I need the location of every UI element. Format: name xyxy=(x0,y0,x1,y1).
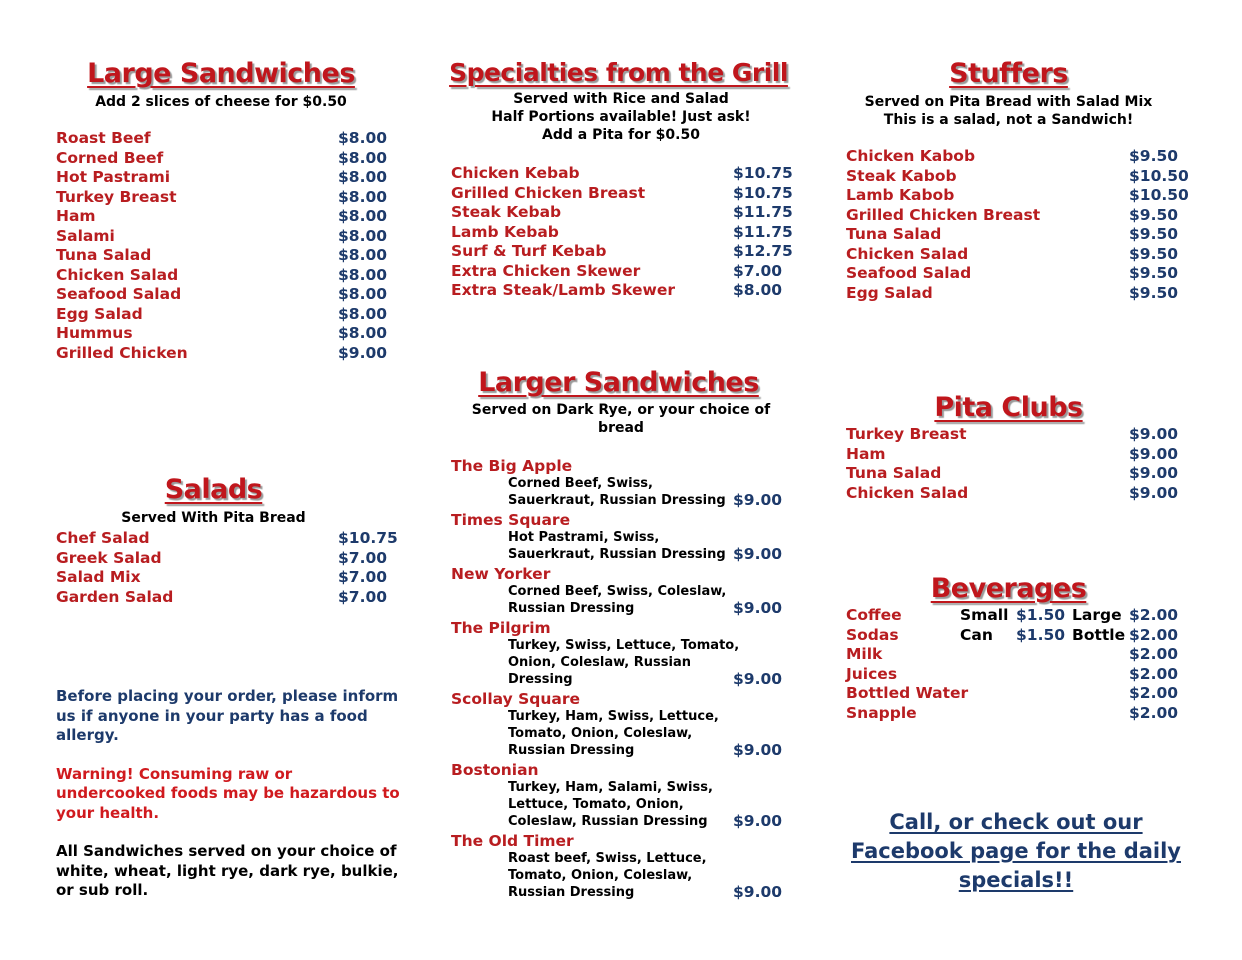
item-name: Chicken Salad xyxy=(846,483,969,502)
item-name: Turkey Breast xyxy=(56,187,177,206)
menu-item xyxy=(56,168,396,188)
item-name: Ham xyxy=(846,444,886,463)
size-label: Can xyxy=(960,625,993,644)
menu-item xyxy=(56,588,396,608)
section-title: Beverages xyxy=(930,573,1087,604)
menu-item xyxy=(451,457,791,509)
item-price: $9.50 xyxy=(1129,244,1179,263)
item-name: Salad Mix xyxy=(56,568,141,586)
item-name: Egg Salad xyxy=(56,304,143,323)
item-price: $10.50 xyxy=(1129,166,1189,185)
item-name: Scollay Square xyxy=(451,690,581,708)
item-name: Tuna Salad xyxy=(846,464,942,482)
item-price: $12.75 xyxy=(733,242,793,260)
menu-item xyxy=(451,262,791,282)
menu-item xyxy=(56,568,396,588)
menu-item xyxy=(846,206,1186,226)
item-price: $9.00 xyxy=(733,812,783,830)
item-description: Roast beef, Swiss, Lettuce, xyxy=(508,851,707,866)
menu-item xyxy=(56,227,396,247)
warning-note: Warning! Consuming raw or undercooked foods may be hazardous to your health. xyxy=(56,764,400,822)
item-price: $9.00 xyxy=(1129,425,1179,443)
section-title: Specialties from the Grill xyxy=(449,58,788,87)
menu-item xyxy=(451,565,791,617)
item-price: $2.00 xyxy=(1129,625,1179,644)
item-price: $1.50 xyxy=(1016,625,1066,644)
menu-item xyxy=(846,264,1186,284)
menu-item xyxy=(56,207,396,227)
menu-item xyxy=(56,305,396,325)
beverages-section xyxy=(846,573,1186,723)
item-price: $9.00 xyxy=(733,545,783,563)
item-name: Sodas xyxy=(846,625,899,644)
menu-item xyxy=(846,606,1186,626)
size-label: Small xyxy=(960,606,1009,624)
menu-item xyxy=(846,445,1186,465)
item-name: Lamb Kebab xyxy=(451,222,559,241)
item-name: Juices xyxy=(846,664,898,683)
menu-item xyxy=(846,186,1189,206)
item-description: Corned Beef, Swiss, Coleslaw, xyxy=(508,584,727,599)
item-price: $8.00 xyxy=(338,265,388,284)
menu-item xyxy=(56,129,396,149)
item-description: Sauerkraut, Russian Dressing xyxy=(508,493,726,508)
item-price: $8.00 xyxy=(338,207,388,225)
item-name: Garden Salad xyxy=(56,587,174,606)
item-price: $10.75 xyxy=(733,164,793,182)
section-title: Pita Clubs xyxy=(934,392,1083,423)
item-name: Extra Chicken Skewer xyxy=(451,261,641,280)
pita-clubs-section xyxy=(846,392,1186,503)
menu-item xyxy=(56,246,396,266)
menu-item xyxy=(846,665,1186,685)
item-price: $9.50 xyxy=(1129,225,1179,243)
item-price: $8.00 xyxy=(338,168,388,186)
item-name: New Yorker xyxy=(451,565,551,583)
menu-item xyxy=(846,166,1189,187)
size-label: Bottle xyxy=(1072,625,1126,644)
callout-line: specials!! xyxy=(958,868,1074,892)
item-name: Chef Salad xyxy=(56,529,150,547)
item-name: Bostonian xyxy=(451,761,539,779)
menu-list xyxy=(846,606,1186,723)
item-name: Milk xyxy=(846,645,883,663)
item-price: $9.00 xyxy=(733,491,783,509)
item-name: Chicken Salad xyxy=(56,265,179,284)
item-price: $9.50 xyxy=(1129,283,1179,302)
item-description: Turkey, Ham, Salami, Swiss, xyxy=(508,780,713,795)
item-price: $2.00 xyxy=(1129,645,1179,663)
menu-item xyxy=(846,425,1186,445)
item-price: $9.00 xyxy=(1129,483,1179,502)
item-name: The Old Timer xyxy=(451,832,574,850)
menu-item xyxy=(846,225,1186,245)
section-title: Larger Sandwiches xyxy=(478,367,759,398)
menu-item xyxy=(846,684,1186,704)
item-name: Seafood Salad xyxy=(56,285,182,303)
item-price: $11.75 xyxy=(733,203,793,221)
item-price: $9.00 xyxy=(733,599,783,617)
item-name: Extra Steak/Lamb Skewer xyxy=(451,281,676,299)
item-price: $9.00 xyxy=(733,741,783,759)
item-price: $8.00 xyxy=(338,148,388,167)
menu-item xyxy=(451,690,791,759)
item-price: $8.00 xyxy=(338,324,388,342)
item-name: Bottled Water xyxy=(846,684,969,702)
item-name: Seafood Salad xyxy=(846,264,972,282)
item-price: $9.50 xyxy=(1129,147,1179,165)
menu-item xyxy=(846,626,1186,646)
item-price: $9.00 xyxy=(733,883,783,901)
menu-list xyxy=(846,425,1186,503)
menu-item xyxy=(56,529,396,549)
section-subtitle: Served on Dark Rye, or your choice of bread xyxy=(471,402,771,436)
menu-list xyxy=(56,529,396,607)
grill-section xyxy=(451,58,791,301)
menu-item xyxy=(451,223,791,243)
item-name: Snapple xyxy=(846,703,917,722)
section-subtitle: Served With Pita Bread xyxy=(121,510,306,526)
menu-item xyxy=(846,704,1186,724)
subtitle-line: Add a Pita for $0.50 xyxy=(542,127,700,143)
item-name: Egg Salad xyxy=(846,283,933,302)
menu-item xyxy=(56,266,396,286)
item-price: $9.00 xyxy=(338,343,388,362)
item-price: $7.00 xyxy=(338,548,388,567)
menu-list xyxy=(56,129,396,363)
menu-item xyxy=(56,285,396,305)
menu-item xyxy=(451,164,791,184)
item-name: Turkey Breast xyxy=(846,425,967,443)
menu-item xyxy=(56,344,396,364)
item-name: Chicken Kebab xyxy=(451,164,580,182)
item-description: Corned Beef, Swiss, xyxy=(508,476,653,491)
item-description: Coleslaw, Russian Dressing xyxy=(508,814,708,829)
allergy-note: Before placing your order, please inform us if anyone in your party has a food allergy. xyxy=(56,687,399,744)
item-description: Turkey, Swiss, Lettuce, Tomato, xyxy=(508,638,740,653)
menu-item xyxy=(451,511,791,563)
menu-item xyxy=(846,245,1186,265)
item-name: Grilled Chicken Breast xyxy=(451,183,646,202)
item-description: Lettuce, Tomato, Onion, xyxy=(508,797,684,812)
item-price: $8.00 xyxy=(338,246,388,264)
item-price: $8.00 xyxy=(338,304,388,323)
menu-item xyxy=(846,147,1186,167)
menu-list xyxy=(451,457,791,901)
section-subtitle: Add 2 slices of cheese for $0.50 xyxy=(95,94,347,110)
subtitle-line: Served on Pita Bread with Salad Mix xyxy=(864,94,1153,110)
item-description: Tomato, Onion, Coleslaw, xyxy=(508,868,693,883)
menu-item xyxy=(846,645,1186,665)
menu-item xyxy=(56,324,396,344)
section-subtitle xyxy=(831,93,1186,129)
item-name: Ham xyxy=(56,207,96,225)
item-name: Hummus xyxy=(56,324,133,342)
item-price: $2.00 xyxy=(1129,703,1179,722)
item-price: $7.00 xyxy=(338,568,388,586)
callout-line: Facebook page for the daily xyxy=(851,839,1181,863)
section-title: Large Sandwiches xyxy=(87,58,355,89)
item-price: $9.00 xyxy=(1129,444,1179,463)
section-subtitle xyxy=(451,90,791,144)
menu-item xyxy=(846,464,1186,484)
item-name: Tuna Salad xyxy=(846,225,942,243)
item-name: Coffee xyxy=(846,606,902,624)
item-name: Steak Kebab xyxy=(451,203,562,221)
item-price: $8.00 xyxy=(733,281,783,299)
item-price: $2.00 xyxy=(1129,664,1179,683)
item-price: $2.00 xyxy=(1129,684,1179,702)
menu-item xyxy=(56,549,396,569)
item-price: $9.50 xyxy=(1129,264,1179,282)
size-label: Large xyxy=(1072,606,1122,624)
section-title: Salads xyxy=(164,474,263,505)
item-price: $9.00 xyxy=(1129,464,1179,482)
item-name: Steak Kabob xyxy=(846,166,957,185)
item-name: Grilled Chicken xyxy=(56,343,188,362)
subtitle-line: Served with Rice and Salad xyxy=(513,91,729,107)
item-price: $9.00 xyxy=(733,670,783,688)
menu-item xyxy=(451,203,791,223)
larger-sandwiches-section xyxy=(451,367,791,901)
item-price: $7.00 xyxy=(733,261,783,280)
item-name: Lamb Kabob xyxy=(846,186,955,204)
menu-item xyxy=(451,281,791,301)
item-price: $2.00 xyxy=(1129,606,1179,624)
item-name: Hot Pastrami xyxy=(56,168,171,186)
menu-item xyxy=(846,484,1186,504)
item-description: Dressing xyxy=(508,672,573,687)
item-price: $8.00 xyxy=(338,187,388,206)
item-price: $7.00 xyxy=(338,587,388,606)
item-name: Times Square xyxy=(451,511,571,529)
facebook-callout[interactable] xyxy=(846,808,1186,895)
item-description: Russian Dressing xyxy=(508,601,635,616)
menu-item xyxy=(451,242,791,262)
section-title: Stuffers xyxy=(949,58,1068,89)
menu-item xyxy=(451,619,791,688)
item-description: Sauerkraut, Russian Dressing xyxy=(508,547,726,562)
item-name: Chicken Salad xyxy=(846,244,969,263)
item-price: $8.00 xyxy=(338,226,388,245)
item-description: Russian Dressing xyxy=(508,743,635,758)
menu-item xyxy=(56,188,396,208)
item-price: $10.50 xyxy=(1129,186,1189,204)
item-description: Tomato, Onion, Coleslaw, xyxy=(508,726,693,741)
item-name: The Big Apple xyxy=(451,457,573,475)
item-name: Surf & Turf Kebab xyxy=(451,242,607,260)
menu-item xyxy=(56,149,396,169)
menu-list xyxy=(846,147,1189,303)
item-name: Salami xyxy=(56,226,115,245)
subtitle-line: Half Portions available! Just ask! xyxy=(491,109,751,125)
menu-item xyxy=(451,184,791,204)
menu-item xyxy=(451,761,791,830)
item-description: Onion, Coleslaw, Russian xyxy=(508,655,691,670)
item-price: $10.75 xyxy=(338,529,398,547)
menu-list xyxy=(451,164,791,301)
item-price: $10.75 xyxy=(733,183,793,202)
large-sandwiches-section xyxy=(56,58,396,363)
salads-section xyxy=(56,474,396,607)
callout-line: Call, or check out our xyxy=(889,810,1143,834)
item-description: Turkey, Ham, Swiss, Lettuce, xyxy=(508,709,719,724)
item-name: The Pilgrim xyxy=(451,619,551,637)
menu-item xyxy=(846,284,1186,304)
item-price: $8.00 xyxy=(338,285,388,303)
item-description: Hot Pastrami, Swiss, xyxy=(508,530,660,545)
item-price: $9.50 xyxy=(1129,205,1179,224)
item-name: Corned Beef xyxy=(56,148,164,167)
item-price: $11.75 xyxy=(733,222,793,241)
item-description: Russian Dressing xyxy=(508,885,635,900)
notes-section xyxy=(56,687,401,901)
item-name: Grilled Chicken Breast xyxy=(846,205,1041,224)
item-name: Roast Beef xyxy=(56,129,151,147)
stuffers-section xyxy=(846,58,1189,303)
item-name: Tuna Salad xyxy=(56,246,152,264)
bread-note: All Sandwiches served on your choice of white, wheat, light rye, dark rye, bulkie, or sub roll. xyxy=(56,842,399,899)
item-price: $8.00 xyxy=(338,129,388,147)
item-price: $1.50 xyxy=(1016,606,1066,624)
item-name: Chicken Kabob xyxy=(846,147,976,165)
menu-item xyxy=(451,832,791,901)
item-name: Greek Salad xyxy=(56,548,162,567)
subtitle-line: This is a salad, not a Sandwich! xyxy=(883,112,1134,128)
